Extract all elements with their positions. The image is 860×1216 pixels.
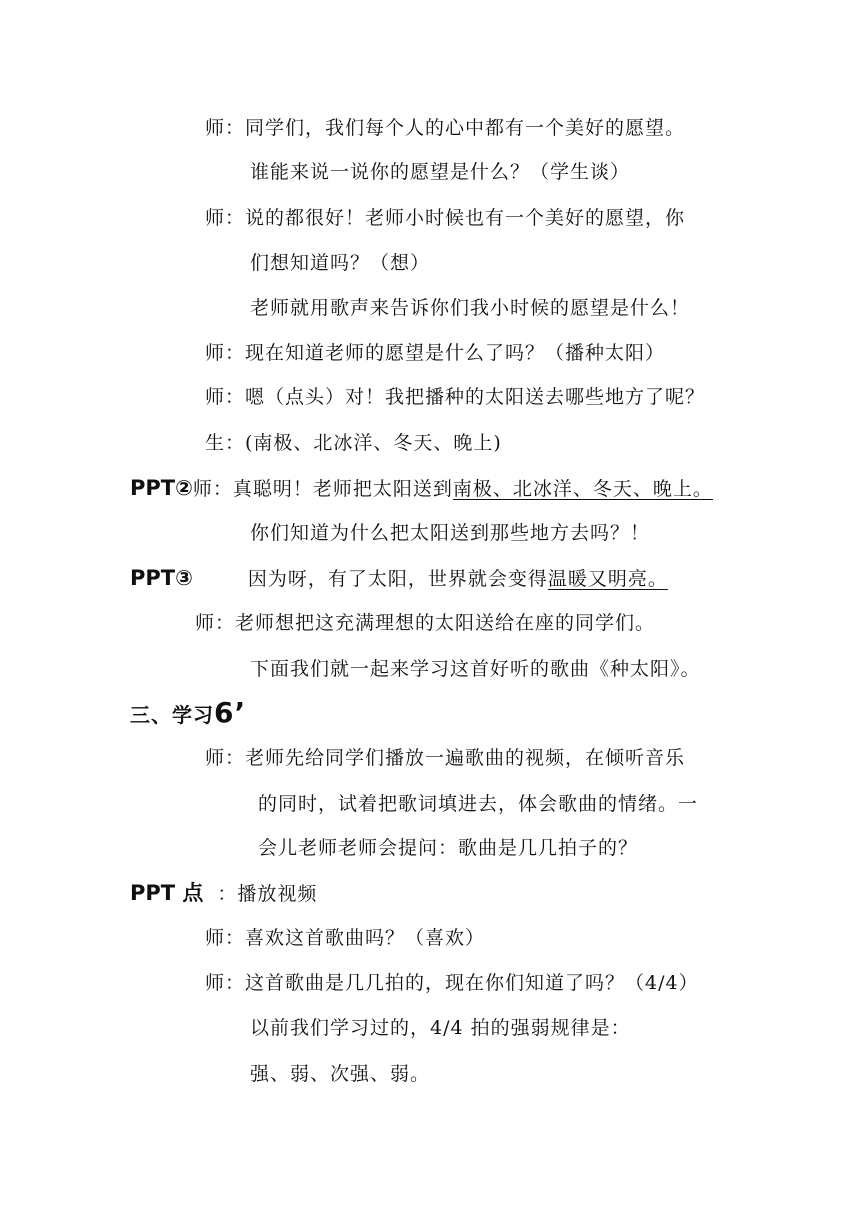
line-text: 因为呀，有了太阳，世界就会变得: [247, 568, 548, 590]
text-line: 会儿老师老师会提问：歌曲是几几拍子的？: [258, 837, 639, 859]
section-heading: [130, 696, 247, 729]
ppt-tag: PPT③: [130, 566, 193, 590]
line-text: ：播放视频: [217, 883, 318, 905]
text-line: 老师就用歌声来告诉你们我小时候的愿望是什么！: [250, 297, 691, 319]
text-line: 师：老师先给同学们播放一遍歌曲的视频，在倾听音乐: [205, 747, 686, 769]
text-line: 生：(南极、北冰洋、冬天、晚上): [205, 432, 502, 454]
text-line: 谁能来说一说你的愿望是什么？（学生谈）: [250, 161, 631, 183]
text-line: 的同时，试着把歌词填进去，体会歌曲的情绪。一: [258, 793, 699, 815]
text-line: 强、弱、次强、弱。: [250, 1063, 431, 1085]
text-line: 你们知道为什么把太阳送到那些地方去吗？！: [250, 522, 651, 544]
text-line-ppt3: [130, 566, 668, 591]
text-line: 师：老师想把这充满理想的太阳送给在座的同学们。: [195, 612, 656, 634]
text-line: 师：嗯（点头）对！我把播种的太阳送去哪些地方了呢？: [205, 386, 706, 408]
text-line: 师：现在知道老师的愿望是什么了吗？（播种太阳）: [205, 342, 666, 364]
text-line: 师：喜欢这首歌曲吗？（喜欢）: [205, 927, 486, 949]
section-time: 6’: [214, 696, 247, 729]
text-line: 下面我们就一起来学习这首好听的歌曲《种太阳》。: [250, 658, 701, 680]
text-line: 以前我们学习过的，4/4 拍的强弱规律是：: [250, 1017, 631, 1039]
text-line: 师：说的都很好！老师小时候也有一个美好的愿望，你: [205, 207, 686, 229]
text-line: 们想知道吗？（想）: [250, 252, 431, 274]
text-line: 师：同学们，我们每个人的心中都有一个美好的愿望。: [205, 117, 686, 139]
underlined-text: 温暖又明亮。: [547, 568, 668, 590]
section-title: 三、学习: [130, 703, 214, 727]
underlined-text: 南极、北冰洋、冬天、晚上。: [452, 478, 713, 500]
line-text: 师：真聪明！老师把太阳送到: [192, 478, 453, 500]
ppt-tag: PPT②: [130, 476, 193, 500]
ppt-tag: PPT 点: [130, 881, 204, 905]
text-line-ppt-video: [130, 881, 317, 906]
text-line: 师：这首歌曲是几几拍的，现在你们知道了吗？（4/4）: [205, 972, 699, 994]
text-line-ppt2: [130, 476, 713, 501]
